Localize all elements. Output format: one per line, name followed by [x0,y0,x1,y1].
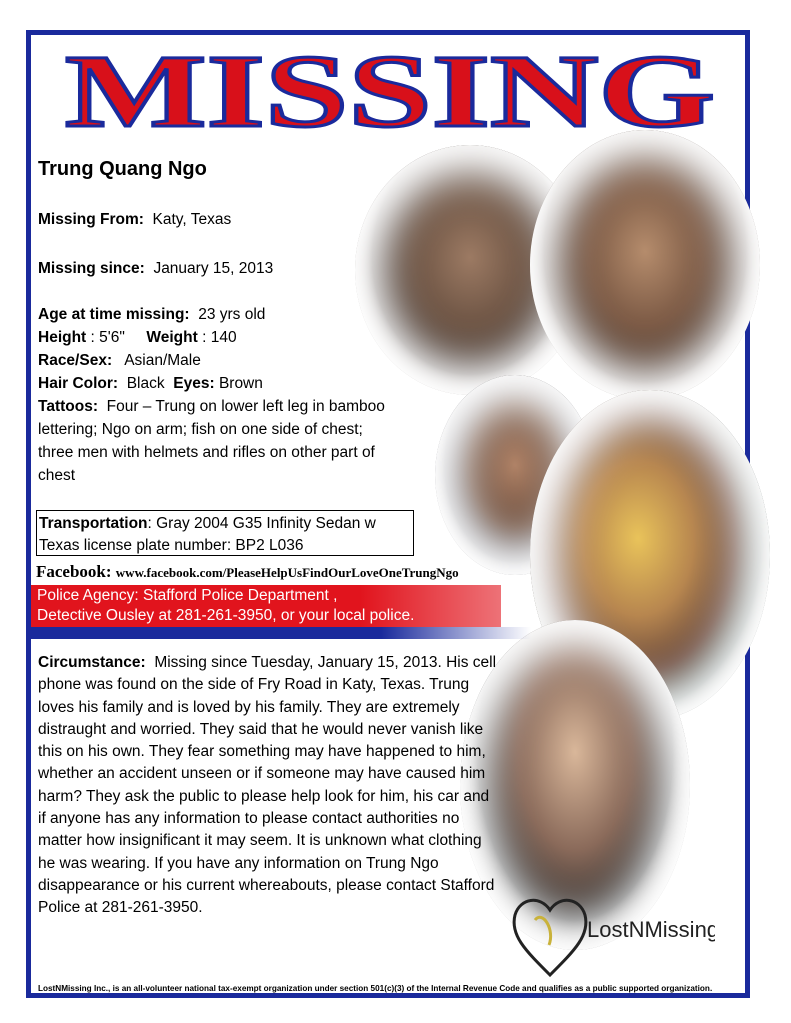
hair-value: Black [126,375,165,392]
missing-headline [60,38,720,138]
missing-from-label: Missing From: [38,211,144,228]
eyes-value: Brown [218,375,263,392]
eyes-label: Eyes: [173,375,215,392]
missing-from [38,208,231,231]
headline-text: MISSING [65,38,715,138]
race-sex [38,349,201,372]
facebook-label: Facebook: [36,562,112,581]
person-name: Trung Quang Ngo [38,158,207,180]
tattoos-value: Four – Trung on lower left leg in bamboo lettering; Ngo on arm; fish on one side of chest; three men with helmets and rifles on other part of chest [38,398,385,484]
tattoos [38,395,388,487]
missing-since [38,257,273,280]
race-label: Race/Sex: [38,352,113,369]
circumstance [38,652,498,920]
age-value: 23 yrs old [198,306,266,323]
facebook-line [36,562,459,582]
circumstance-label: Circumstance: [38,654,146,671]
race-value: Asian/Male [124,352,201,369]
footer-disclaimer: LostNMissing Inc., is an all-volunteer national tax-exempt organization under section 501(c)(3) of the Internal Revenue Code and qualifies as a public supported organization. [38,984,713,993]
facebook-url[interactable]: www.facebook.com/PleaseHelpUsFindOurLoveOneTrungNgo [115,565,459,580]
logo-text: LostNMissing [587,917,715,942]
police-line-1: Police Agency: Stafford Police Department , [37,587,338,604]
transport-label: Transportation [39,515,148,532]
circumstance-text: Missing since Tuesday, January 15, 2013. His cell phone was found on the side of Fry Road in Katy, Texas. Trung loves his family and is loved by his family. They are extremely distraught and worried. They said that he would never vanish like this on his own. They fear something may have happened to him, whether an accident unseen or if someone may have caused him harm? They ask the public to please help look for him, his car and if anyone has any information to please contact authorities no matter how insignificant it may seem. It is unknown what clothing he was wearing. If you have any information on Trung Ngo disappearance or his current whereabouts, please contact Stafford Police at 281-261-3950. [38,654,497,917]
height-value: : 5'6" [90,329,125,346]
missing-from-value: Katy, Texas [152,211,232,228]
blue-divider [31,627,531,639]
transport-value: : Gray 2004 G35 Infinity Sedan w Texas license plate number: BP2 L036 [39,515,376,554]
photo-portrait-2 [530,130,760,400]
height-label: Height [38,329,87,346]
weight-value: : 140 [202,329,237,346]
missing-since-value: January 15, 2013 [153,260,274,277]
hair-label: Hair Color: [38,375,119,392]
transportation-box [36,510,414,556]
height-weight [38,326,237,349]
lostnmissing-logo [505,880,715,980]
age-label: Age at time missing: [38,306,190,323]
missing-since-label: Missing since: [38,260,145,277]
weight-label: Weight [146,329,198,346]
tattoos-label: Tattoos: [38,398,98,415]
hair-eyes [38,372,263,395]
age [38,303,265,326]
police-agency-bar [31,585,501,627]
police-line-2: Detective Ousley at 281-261-3950, or your local police. [37,607,415,624]
